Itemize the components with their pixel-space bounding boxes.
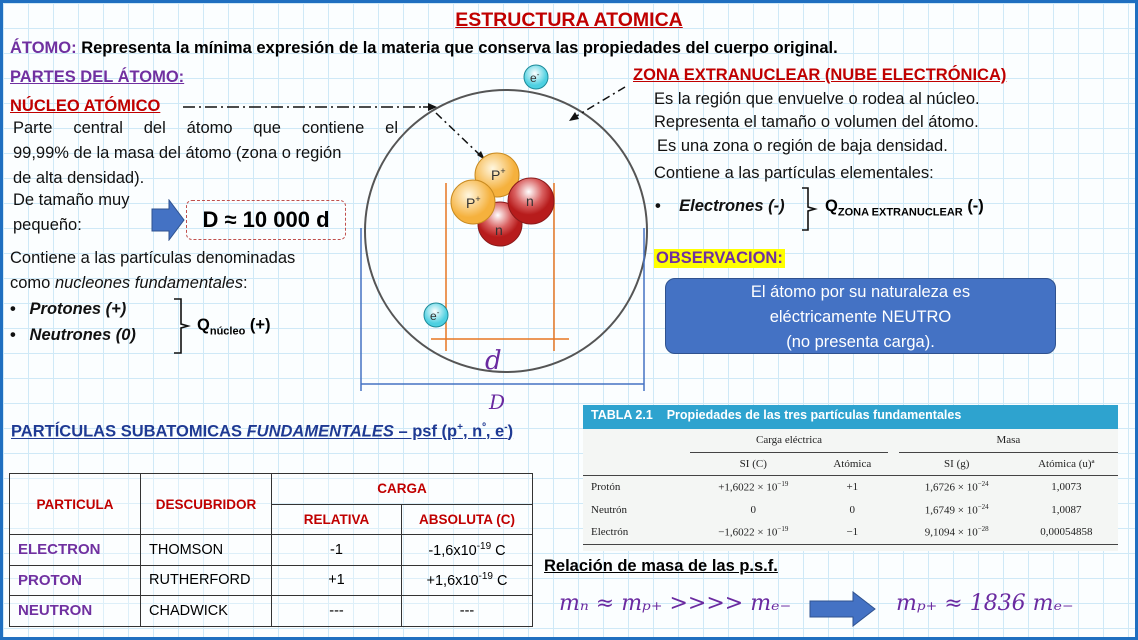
parts-heading: PARTES DEL ÁTOMO: [10, 68, 185, 86]
si-c: −1,6022 × 10 [718, 527, 778, 540]
table-row [583, 498, 1118, 521]
mass-relation-heading: Relación de masa de las p.s.f. [544, 557, 778, 575]
cell-particula: NEUTRON [10, 596, 141, 627]
si-g: 1,6726 × 10 [924, 481, 978, 494]
si-g: 1,6749 × 10 [924, 504, 978, 517]
extranuclear-pointer-arrow [569, 112, 579, 121]
si-c: +1,6022 × 10 [718, 481, 778, 494]
cell-particula: ELECTRON [10, 535, 141, 566]
neutron-label: n [495, 222, 503, 238]
cell-absoluta [402, 565, 533, 596]
diameter-formula-box: D ≈ 10 000 d [186, 200, 346, 240]
proton-label: P [466, 195, 476, 211]
brace-icon [799, 186, 819, 232]
cell-u: 0,00054858 [1040, 526, 1093, 539]
si-c-exp: −19 [777, 525, 789, 534]
proton-sup: + [475, 194, 481, 204]
cell-si-c [690, 498, 817, 521]
abs-base: -1,6x10 [428, 542, 477, 559]
psf-d: + [457, 422, 463, 433]
cell-relativa: +1 [272, 565, 402, 596]
electron-label: e [430, 309, 437, 323]
contains-text: como [10, 274, 55, 292]
proton-label: P [491, 167, 501, 183]
si-g: 9,1094 × 10 [924, 527, 978, 540]
particle-electrons: • Electrones (-) [655, 197, 785, 215]
col-header: SI (C) [739, 457, 767, 470]
cell-descubridor: RUTHERFORD [141, 565, 272, 596]
electrons-label: Electrones (-) [679, 197, 785, 215]
electron-sup: - [436, 308, 440, 317]
abs-base: --- [459, 602, 475, 619]
cell-name: Neutrón [591, 503, 628, 516]
properties-table-image [583, 405, 1118, 551]
si-c-exp: −19 [777, 479, 789, 488]
extranuclear-charge [825, 197, 984, 218]
right-arrow-icon [809, 591, 877, 627]
cell-at: +1 [846, 480, 859, 493]
nucleus-desc-1: Parte central del átomo que contiene el [13, 119, 398, 137]
extranuclear-line-3: Es una zona o región de baja densidad. [657, 137, 948, 155]
group-mass: Masa [899, 429, 1118, 452]
cell-u: 1,0087 [1051, 503, 1082, 516]
mass-relation-left: mₙ ≈ mₚ₊ >>>> mₑ₋ [559, 591, 792, 616]
contains-colon: : [243, 274, 248, 292]
observation-heading: OBSERVACION: [656, 249, 783, 267]
table-caption [583, 405, 1118, 429]
cell-at: −1 [846, 526, 859, 539]
neutron-label: n [526, 193, 534, 209]
si-g-exp: −28 [977, 525, 989, 534]
cell-si-c [690, 475, 817, 498]
contains-italic: nucleones fundamentales [54, 274, 243, 292]
size-line-1: De tamaño muy [13, 191, 130, 209]
observation-line: eléctricamente NEUTRO [769, 308, 952, 326]
cell-descubridor: THOMSON [141, 535, 272, 566]
col-header: Atómica (u)ª [1038, 457, 1095, 470]
extranuclear-heading: ZONA EXTRANUCLEAR (NUBE ELECTRÓNICA) [633, 66, 1007, 84]
si-c: 0 [750, 503, 757, 516]
neutrons-label: Neutrones (0) [29, 326, 136, 344]
atom-label: ÁTOMO: [10, 39, 77, 57]
mass-relation-right: mₚ₊ ≈ 1836 mₑ₋ [896, 591, 1074, 616]
cell-descubridor: CHADWICK [141, 596, 272, 627]
psf-b: FUNDAMENTALES [246, 422, 394, 441]
abs-exp: -19 [476, 540, 492, 552]
charge-q: Q [825, 197, 838, 215]
cell-u: 1,0073 [1051, 480, 1082, 493]
psf-c: – psf (p [393, 422, 458, 441]
electron-sup: - [536, 70, 540, 79]
nucleus-desc-3: de alta densidad). [13, 169, 145, 187]
cell-relativa: -1 [272, 535, 402, 566]
particles-table [9, 473, 533, 627]
caption-text: Propiedades de las tres partículas fundamentales [666, 408, 962, 422]
contains-line-1: Contiene a las partículas denominadas [10, 249, 296, 267]
abs-unit: C [492, 573, 508, 590]
header-absoluta: ABSOLUTA (C) [402, 504, 533, 535]
page-title: ESTRUCTURA ATOMICA [455, 9, 683, 31]
charge-sign: (-) [967, 197, 984, 215]
proton-sup: + [500, 166, 506, 176]
psf-h: - [504, 422, 508, 433]
si-g-exp: −24 [977, 502, 989, 511]
abs-base: +1,6x10 [426, 573, 479, 590]
header-carga: CARGA [272, 474, 533, 505]
observation-line: (no presenta carga). [786, 333, 935, 351]
small-d-label: d [485, 346, 502, 376]
cell-absoluta [402, 535, 533, 566]
cell-particula: PROTON [10, 565, 141, 596]
col-header: SI (g) [944, 457, 970, 470]
nucleus-heading: NÚCLEO ATÓMICO [10, 97, 161, 115]
col-header: Atómica [833, 457, 872, 470]
extranuclear-line-2: Representa el tamaño o volumen del átomo. [654, 113, 979, 131]
electron-label: e [530, 71, 537, 85]
observation-line: El átomo por su naturaleza es [750, 283, 971, 301]
abs-exp: -19 [478, 571, 493, 583]
nucleus-desc-2: 99,99% de la masa del átomo (zona o región [13, 144, 342, 162]
group-charge: Carga eléctrica [690, 429, 888, 452]
table-row [583, 521, 1118, 544]
extranuclear-line-1: Es la región que envuelve o rodea al núcleo. [654, 90, 980, 108]
caption-number: TABLA 2.1 [591, 408, 653, 422]
psf-f: º [482, 422, 486, 433]
cell-relativa: --- [272, 596, 402, 627]
extranuclear-line-4: Contiene a las partículas elementales: [654, 164, 934, 182]
cell-si-g [899, 498, 1015, 521]
atom-text: Representa la mínima expresión de la materia que conserva las propiedades del cuerpo original. [81, 39, 838, 57]
cell-si-g [899, 521, 1015, 544]
header-descubridor: DESCUBRIDOR [141, 474, 272, 535]
header-particula: PARTICULA [10, 474, 141, 535]
psf-a: PARTÍCULAS SUBATOMICAS [11, 422, 247, 441]
charge-sign: (+) [249, 316, 271, 334]
cell-absoluta [402, 596, 533, 627]
observation-box [665, 278, 1056, 354]
charge-q: Q [197, 316, 210, 334]
size-line-2: pequeño: [13, 216, 82, 234]
psf-i: ) [507, 422, 514, 441]
table-row [10, 535, 533, 566]
protons-label: Protones (+) [29, 300, 127, 318]
cell-si-c [690, 521, 817, 544]
psf-e: , n [462, 422, 483, 441]
si-g-exp: −24 [977, 479, 989, 488]
abs-unit: C [491, 542, 506, 559]
charge-sub: núcleo [209, 325, 246, 338]
table-row [583, 475, 1118, 498]
cell-name: Electrón [591, 526, 629, 539]
psf-heading [11, 422, 513, 442]
particle-protons: • Protones (+) [10, 300, 127, 318]
cell-name: Protón [591, 480, 621, 493]
table-row [10, 565, 533, 596]
big-d-label: D [489, 390, 506, 414]
table-row [10, 596, 533, 627]
header-relativa: RELATIVA [272, 504, 402, 535]
psf-g: , e [485, 422, 505, 441]
charge-sub: ZONA EXTRANUCLEAR [837, 206, 963, 219]
cell-si-g [899, 475, 1015, 498]
particle-neutrons: • Neutrones (0) [10, 326, 136, 344]
cell-at: 0 [849, 503, 856, 516]
